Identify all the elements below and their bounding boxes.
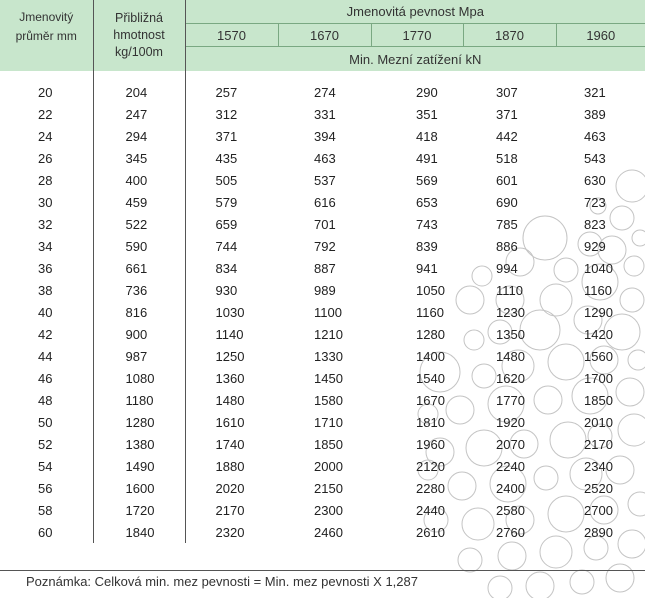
diameter-cell: 46: [0, 367, 93, 389]
load-cell: 2610: [416, 524, 445, 540]
weight-cell: 247: [93, 103, 185, 125]
weight-cell: 900: [93, 323, 185, 345]
load-cell: 394: [314, 128, 336, 144]
load-cell: 1850: [584, 392, 613, 408]
load-cell: 1030: [215, 304, 245, 320]
weight-cell: 1080: [93, 367, 185, 389]
decorative-circle: [526, 572, 554, 598]
weight-cell: 1180: [93, 389, 185, 411]
load-cell: 389: [584, 106, 606, 122]
table-bottom-rule: [0, 570, 645, 571]
load-cell: 2280: [416, 480, 445, 496]
table-row: [0, 257, 645, 279]
load-cell: 2320: [215, 524, 245, 540]
grade-header: 1960: [556, 24, 645, 47]
spacer-cell: [556, 71, 645, 81]
load-cell: 1740: [215, 436, 245, 452]
spacer-row: [0, 71, 645, 81]
diameter-cell: 58: [0, 499, 93, 521]
load-cell: 2010: [584, 414, 613, 430]
weight-cell: 345: [93, 147, 185, 169]
strength-header: Jmenovitá pevnost Mpa: [185, 0, 645, 24]
diameter-header-line2: průměr mm: [15, 29, 77, 43]
weight-cell: 294: [93, 125, 185, 147]
load-cell: 1250: [215, 348, 245, 364]
load-cell: 442: [496, 128, 518, 144]
load-cell: 690: [496, 194, 518, 210]
load-cell: 1160: [416, 304, 444, 320]
load-cell: 1110: [496, 282, 523, 298]
diameter-cell: 52: [0, 433, 93, 455]
weight-cell: 736: [93, 279, 185, 301]
load-cell: 2340: [584, 458, 613, 474]
load-cell: 930: [215, 282, 238, 298]
spacer-cell: [463, 71, 556, 81]
weight-cell: 459: [93, 191, 185, 213]
load-cell: 994: [496, 260, 518, 276]
load-cell: 929: [584, 238, 606, 254]
table-row: [0, 103, 645, 125]
weight-cell: 1490: [93, 455, 185, 477]
spacer-cell: [371, 71, 463, 81]
table-row: [0, 279, 645, 301]
load-cell: 1810: [416, 414, 445, 430]
load-cell: 435: [215, 150, 238, 166]
load-cell: 1360: [215, 370, 245, 386]
load-cell: 1290: [584, 304, 613, 320]
table-row: [0, 433, 645, 455]
load-cell: 1450: [314, 370, 343, 386]
grade-header: 1570: [185, 24, 278, 47]
spacer-cell: [278, 71, 371, 81]
diameter-header-line1: Jmenovitý: [19, 10, 74, 24]
load-cell: 743: [416, 216, 438, 232]
load-cell: 1960: [416, 436, 445, 452]
weight-cell: 522: [93, 213, 185, 235]
diameter-header: [0, 0, 93, 71]
diameter-cell: 20: [0, 81, 93, 103]
diameter-cell: 44: [0, 345, 93, 367]
load-cell: 941: [416, 260, 438, 276]
load-cell: 257: [215, 84, 238, 100]
weight-cell: 204: [93, 81, 185, 103]
load-cell: 1880: [215, 458, 245, 474]
load-cell: 834: [215, 260, 238, 276]
diameter-cell: 40: [0, 301, 93, 323]
load-cell: 505: [215, 172, 238, 188]
table-row: [0, 125, 645, 147]
decorative-circle: [498, 542, 526, 570]
load-cell: 2070: [496, 436, 525, 452]
load-cell: 839: [416, 238, 438, 254]
table-row: [0, 235, 645, 257]
load-cell: 543: [584, 150, 606, 166]
load-cell: 2170: [584, 436, 613, 452]
load-cell: 1920: [496, 414, 525, 430]
table-row: [0, 323, 645, 345]
load-cell: 1230: [496, 304, 525, 320]
table-row: [0, 191, 645, 213]
load-cell: 659: [215, 216, 238, 232]
load-cell: 1710: [314, 414, 343, 430]
load-cell: 2760: [496, 524, 525, 540]
weight-cell: 1840: [93, 521, 185, 543]
load-cell: 2890: [584, 524, 613, 540]
load-cell: 701: [314, 216, 336, 232]
diameter-cell: 30: [0, 191, 93, 213]
load-cell: 2460: [314, 524, 343, 540]
weight-header-line2: hmotnost: [113, 28, 165, 42]
load-cell: 823: [584, 216, 606, 232]
load-cell: 1670: [416, 392, 445, 408]
weight-header-line1: Přibližná: [115, 11, 163, 25]
load-cell: 1850: [314, 436, 343, 452]
diameter-cell: 32: [0, 213, 93, 235]
load-cell: 2400: [496, 480, 525, 496]
weight-cell: 1380: [93, 433, 185, 455]
load-cell: 274: [314, 84, 336, 100]
load-cell: 312: [215, 106, 238, 122]
load-cell: 723: [584, 194, 606, 210]
diameter-cell: 24: [0, 125, 93, 147]
load-cell: 418: [416, 128, 438, 144]
load-cell: 1580: [314, 392, 343, 408]
load-cell: 2240: [496, 458, 525, 474]
footnote: Poznámka: Celková min. mez pevnosti = Min. mez pevnosti X 1,287: [26, 574, 418, 589]
load-cell: 2000: [314, 458, 343, 474]
diameter-cell: 28: [0, 169, 93, 191]
diameter-cell: 22: [0, 103, 93, 125]
load-cell: 307: [496, 84, 518, 100]
load-cell: 1050: [416, 282, 445, 298]
weight-cell: 1600: [93, 477, 185, 499]
load-cell: 653: [416, 194, 438, 210]
table-row: [0, 521, 645, 543]
load-cell: 1350: [496, 326, 525, 342]
diameter-cell: 48: [0, 389, 93, 411]
load-cell: 569: [416, 172, 438, 188]
load-cell: 1210: [314, 326, 343, 342]
load-cell: 1400: [416, 348, 445, 364]
load-cell: 518: [496, 150, 518, 166]
table-row: [0, 499, 645, 521]
table-row: [0, 411, 645, 433]
spacer-cell: [0, 71, 93, 81]
grade-header: 1770: [371, 24, 463, 47]
table-row: [0, 367, 645, 389]
table-row: [0, 213, 645, 235]
table-row: [0, 477, 645, 499]
decorative-circle: [570, 570, 594, 594]
weight-cell: 1720: [93, 499, 185, 521]
decorative-circle: [488, 576, 512, 598]
spacer-cell: [185, 71, 278, 81]
diameter-cell: 42: [0, 323, 93, 345]
load-cell: 744: [215, 238, 238, 254]
table-row: [0, 389, 645, 411]
load-cell: 1140: [215, 326, 244, 342]
weight-cell: 400: [93, 169, 185, 191]
diameter-cell: 38: [0, 279, 93, 301]
load-cell: 1560: [584, 348, 613, 364]
load-cell: 1280: [416, 326, 445, 342]
load-cell: 1620: [496, 370, 525, 386]
diameter-cell: 56: [0, 477, 93, 499]
load-cell: 2580: [496, 502, 525, 518]
diameter-cell: 36: [0, 257, 93, 279]
load-cell: 2440: [416, 502, 445, 518]
load-cell: 2020: [215, 480, 245, 496]
load-cell: 321: [584, 84, 606, 100]
load-cell: 989: [314, 282, 336, 298]
load-cell: 1770: [496, 392, 525, 408]
load-cell: 1700: [584, 370, 613, 386]
load-cell: 579: [215, 194, 238, 210]
load-cell: 630: [584, 172, 606, 188]
load-cell: 2120: [416, 458, 445, 474]
load-cell: 351: [416, 106, 438, 122]
load-cell: 1480: [215, 392, 245, 408]
load-cell: 1160: [584, 282, 612, 298]
load-cell: 1540: [416, 370, 445, 386]
table-row: [0, 345, 645, 367]
load-cell: 1480: [496, 348, 525, 364]
load-header: Min. Mezní zatížení kN: [185, 47, 645, 72]
weight-cell: 661: [93, 257, 185, 279]
grade-header: 1870: [463, 24, 556, 47]
load-cell: 2520: [584, 480, 613, 496]
load-cell: 2150: [314, 480, 343, 496]
diameter-cell: 54: [0, 455, 93, 477]
diameter-cell: 34: [0, 235, 93, 257]
load-cell: 371: [496, 106, 518, 122]
load-cell: 2700: [584, 502, 613, 518]
weight-header-line3: kg/100m: [115, 45, 163, 59]
load-cell: 290: [416, 84, 438, 100]
load-cell: 1610: [215, 414, 245, 430]
table-row: [0, 301, 645, 323]
diameter-cell: 50: [0, 411, 93, 433]
load-cell: 1330: [314, 348, 343, 364]
diameter-cell: 26: [0, 147, 93, 169]
load-cell: 785: [496, 216, 518, 232]
table-row: [0, 147, 645, 169]
grade-header: 1670: [278, 24, 371, 47]
load-cell: 2170: [215, 502, 245, 518]
load-cell: 616: [314, 194, 336, 210]
load-cell: 537: [314, 172, 336, 188]
load-cell: 371: [215, 128, 238, 144]
load-cell: 463: [314, 150, 336, 166]
load-cell: 491: [416, 150, 438, 166]
weight-cell: 1280: [93, 411, 185, 433]
load-cell: 331: [314, 106, 336, 122]
load-cell: 887: [314, 260, 336, 276]
weight-cell: 816: [93, 301, 185, 323]
load-cell: 1420: [584, 326, 613, 342]
diameter-cell: 60: [0, 521, 93, 543]
load-cell: 601: [496, 172, 518, 188]
decorative-circle: [458, 548, 482, 572]
header-row-top: [0, 0, 645, 24]
weight-cell: 987: [93, 345, 185, 367]
weight-header: [93, 0, 185, 71]
table-row: [0, 169, 645, 191]
load-cell: 1100: [314, 304, 342, 320]
load-cell: 2300: [314, 502, 343, 518]
load-cell: 886: [496, 238, 518, 254]
spacer-cell: [93, 71, 185, 81]
table-row: [0, 455, 645, 477]
decorative-circle: [606, 564, 634, 592]
table-row: [0, 81, 645, 103]
load-cell: 792: [314, 238, 336, 254]
load-cell: 1040: [584, 260, 613, 276]
weight-cell: 590: [93, 235, 185, 257]
load-cell: 463: [584, 128, 606, 144]
